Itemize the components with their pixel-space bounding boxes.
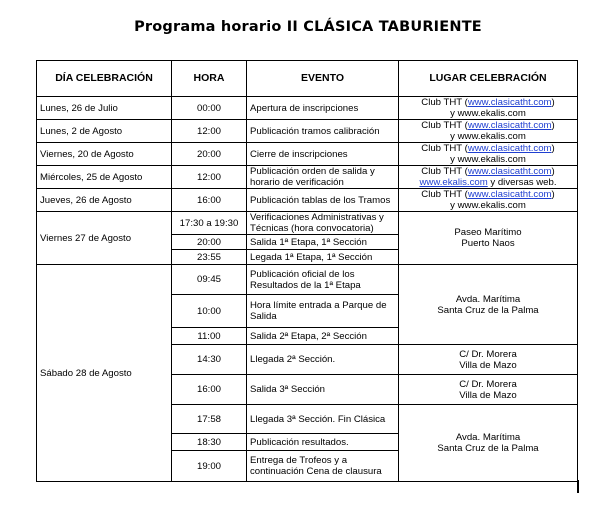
evento-cell: Publicación orden de salida y horario de verificación	[247, 166, 399, 189]
table-row	[37, 166, 578, 189]
ekalis-link[interactable]: www.ekalis.com	[419, 177, 488, 188]
lugar-cell: Club THT (www.clasicatht.com) www.ekalis.com y diversas web.	[399, 166, 578, 189]
lugar-cell: Club THT (www.clasicatht.com) y www.ekalis.com	[399, 97, 578, 120]
lugar-cell: C/ Dr. Morera Villa de Mazo	[399, 375, 578, 405]
evento-cell: Publicación tablas de los Tramos	[247, 189, 399, 212]
evento-cell: Hora límite entrada a Parque de Salida	[247, 295, 399, 328]
hora-cell: 12:00	[172, 120, 247, 143]
lugar-cell: Club THT (www.clasicatht.com) y www.ekalis.com	[399, 143, 578, 166]
lugar-cell: Avda. Marítima Santa Cruz de la Palma	[399, 405, 578, 482]
day-cell: Lunes, 2 de Agosto	[37, 120, 172, 143]
evento-cell: Legada 1ª Etapa, 1ª Sección	[247, 250, 399, 265]
hora-cell: 20:00	[172, 235, 247, 250]
evento-cell: Llegada 3ª Sección. Fin Clásica	[247, 405, 399, 434]
hora-cell: 17:58	[172, 405, 247, 434]
clasicatht-link[interactable]: www.clasicatht.com	[467, 120, 552, 131]
lugar-cell: Avda. Marítima Santa Cruz de la Palma	[399, 265, 578, 345]
schedule-table	[36, 60, 578, 482]
hora-cell: 11:00	[172, 328, 247, 345]
lugar-cell: Paseo Marítimo Puerto Naos	[399, 212, 578, 265]
evento-cell: Apertura de inscripciones	[247, 97, 399, 120]
hora-cell: 10:00	[172, 295, 247, 328]
hora-cell: 12:00	[172, 166, 247, 189]
hora-cell: 20:00	[172, 143, 247, 166]
header-dia: DÍA CELEBRACIÓN	[37, 61, 172, 97]
header-hora: HORA	[172, 61, 247, 97]
day-cell: Viernes, 20 de Agosto	[37, 143, 172, 166]
hora-cell: 16:00	[172, 375, 247, 405]
page-title: Programa horario II CLÁSICA TABURIENTE	[134, 19, 482, 35]
evento-cell: Publicación resultados.	[247, 434, 399, 451]
hora-cell: 16:00	[172, 189, 247, 212]
text-cursor	[577, 480, 579, 493]
clasicatht-link[interactable]: www.clasicatht.com	[467, 143, 552, 154]
table-row	[37, 265, 578, 295]
clasicatht-link[interactable]: www.clasicatht.com	[467, 166, 552, 177]
hora-cell: 09:45	[172, 265, 247, 295]
table-row	[37, 120, 578, 143]
evento-cell: Salida 3ª Sección	[247, 375, 399, 405]
hora-cell: 23:55	[172, 250, 247, 265]
hora-cell: 00:00	[172, 97, 247, 120]
lugar-cell: Club THT (www.clasicatht.com) y www.ekalis.com	[399, 120, 578, 143]
hora-cell: 14:30	[172, 345, 247, 375]
evento-cell: Publicación tramos calibración	[247, 120, 399, 143]
evento-cell: Salida 2ª Etapa, 2ª Sección	[247, 328, 399, 345]
hora-cell: 17:30 a 19:30	[172, 212, 247, 235]
day-cell: Miércoles, 25 de Agosto	[37, 166, 172, 189]
evento-cell: Llegada 2ª Sección.	[247, 345, 399, 375]
hora-cell: 18:30	[172, 434, 247, 451]
header-row	[37, 61, 578, 97]
table-row	[37, 212, 578, 235]
header-evento: EVENTO	[247, 61, 399, 97]
clasicatht-link[interactable]: www.clasicatht.com	[467, 189, 552, 200]
day-cell: Lunes, 26 de Julio	[37, 97, 172, 120]
clasicatht-link[interactable]: www.clasicatht.com	[467, 97, 552, 108]
day-cell: Jueves, 26 de Agosto	[37, 189, 172, 212]
hora-cell: 19:00	[172, 451, 247, 482]
lugar-cell: Club THT (www.clasicatht.com) y www.ekalis.com	[399, 189, 578, 212]
table-row	[37, 97, 578, 120]
evento-cell: Salida 1ª Etapa, 1ª Sección	[247, 235, 399, 250]
day-cell: Sábado 28 de Agosto	[37, 265, 172, 482]
header-lugar: LUGAR CELEBRACIÓN	[399, 61, 578, 97]
table-row	[37, 143, 578, 166]
evento-cell: Verificaciones Administrativas y Técnicas (hora convocatoria)	[247, 212, 399, 235]
evento-cell: Cierre de inscripciones	[247, 143, 399, 166]
table-row	[37, 189, 578, 212]
evento-cell: Entrega de Trofeos y a continuación Cena de clausura	[247, 451, 399, 482]
lugar-cell: C/ Dr. Morera Villa de Mazo	[399, 345, 578, 375]
day-cell: Viernes 27 de Agosto	[37, 212, 172, 265]
evento-cell: Publicación oficial de los Resultados de la 1ª Etapa	[247, 265, 399, 295]
